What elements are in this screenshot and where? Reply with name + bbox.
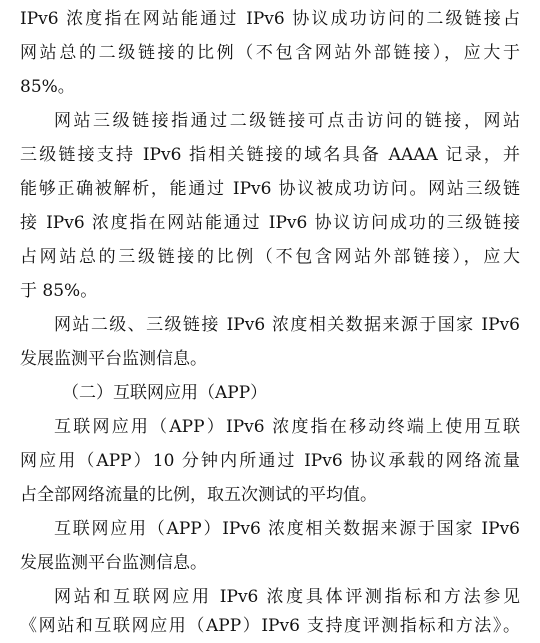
text-line: 网站总的二级链接的比例（不包含网站外部链接），应大于: [20, 43, 520, 63]
text-line: 接 IPv6 浓度指在网站能通过 IPv6 协议访问成功的三级链接: [20, 213, 520, 233]
text-line: 能够正确被解析，能通过 IPv6 协议被成功访问。网站三级链: [20, 179, 520, 199]
text-line: 网站和互联网应用 IPv6 浓度具体评测指标和方法参见: [54, 587, 520, 607]
text-line: 85%。: [20, 77, 75, 97]
text-line: 互联网应用（APP）IPv6 浓度相关数据来源于国家 IPv6: [54, 519, 520, 539]
text-line: 发展监测平台监测信息。: [20, 553, 207, 573]
text-line: 占网站总的三级链接的比例（不包含网站外部链接），应大: [20, 247, 520, 267]
text-line: 发展监测平台监测信息。: [20, 349, 207, 369]
text-line: 《网站和互联网应用（APP）IPv6 支持度评测指标和方法》。: [20, 616, 520, 636]
text-line: 网站三级链接指通过二级链接可点击访问的链接，网站: [54, 111, 520, 131]
text-line: 网站二级、三级链接 IPv6 浓度相关数据来源于国家 IPv6: [54, 315, 520, 335]
section-heading: （二）互联网应用（APP）: [62, 383, 268, 403]
text-line: 于 85%。: [20, 281, 98, 301]
text-line: IPv6 浓度指在网站能通过 IPv6 协议成功访问的二级链接占: [20, 9, 520, 29]
text-line: 互联网应用（APP）IPv6 浓度指在移动终端上使用互联: [54, 417, 520, 437]
text-line: 网应用（APP）10 分钟内所通过 IPv6 协议承载的网络流量: [20, 451, 520, 471]
text-line: 三级链接支持 IPv6 指相关链接的域名具备 AAAA 记录，并: [20, 145, 520, 165]
text-line: 占全部网络流量的比例，取五次测试的平均值。: [20, 485, 377, 505]
